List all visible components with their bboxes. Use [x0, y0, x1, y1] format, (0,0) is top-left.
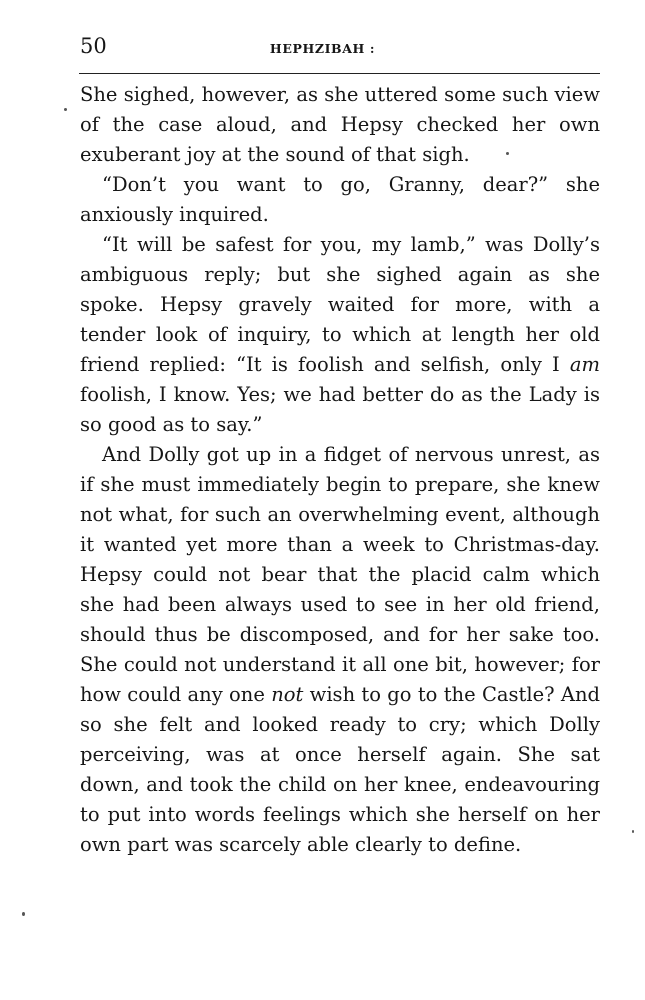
paragraph-1 — [80, 80, 600, 170]
paragraph-3-emphasis: am — [569, 353, 600, 376]
paragraph-4 — [80, 440, 600, 860]
page-number: 50 — [80, 34, 107, 58]
paper-speck — [506, 152, 509, 155]
paper-speck — [22, 912, 25, 916]
running-title: HEPHZIBAH : — [269, 41, 376, 56]
paragraph-2-text: “Don’t you want to go, Granny, dear?” she anxiously inquired. — [80, 173, 600, 226]
paper-speck — [64, 108, 67, 111]
body-text — [80, 80, 600, 860]
paragraph-3-text-after: foolish, I know. Yes; we had better do as the Lady is so good as to say.” — [80, 383, 600, 436]
paragraph-1-text: She sighed, however, as she uttered some such view of the case aloud, and Hepsy checked her own exuberant joy at the sound of that sigh. — [80, 83, 600, 166]
paragraph-3-text-before: “It will be safest for you, my lamb,” was Dolly’s ambiguous reply; but she sighed again as she spoke. Hepsy gravely waited for more, with a tender look of inquiry, to which at length her old friend replied: “It is foolish and selfish, only I — [80, 233, 600, 376]
header-rule — [79, 73, 600, 74]
paragraph-4-emphasis: not — [271, 683, 304, 706]
paragraph-4-text-before: And Dolly got up in a fidget of nervous unrest, as if she must immediately begin to prepare, she knew not what, for such an overwhelming event, although it wanted yet more than a week to Christmas-day. Hepsy could not bear that the placid calm which she had been always used to see in her old friend, should thus be discomposed, and for her sake too. She could not understand it all one bit, however; for how could any one — [80, 443, 600, 706]
paragraph-4-text-after: wish to go to the Castle? And so she felt and looked ready to cry; which Dolly perceiving, was at once herself again. She sat down, and took the child on her knee, endeavouring to put into words feelings which she herself on her own part was scarcely able clearly to define. — [80, 683, 601, 856]
paragraph-3 — [80, 230, 600, 440]
paper-speck — [632, 830, 634, 833]
paragraph-2 — [80, 170, 600, 230]
